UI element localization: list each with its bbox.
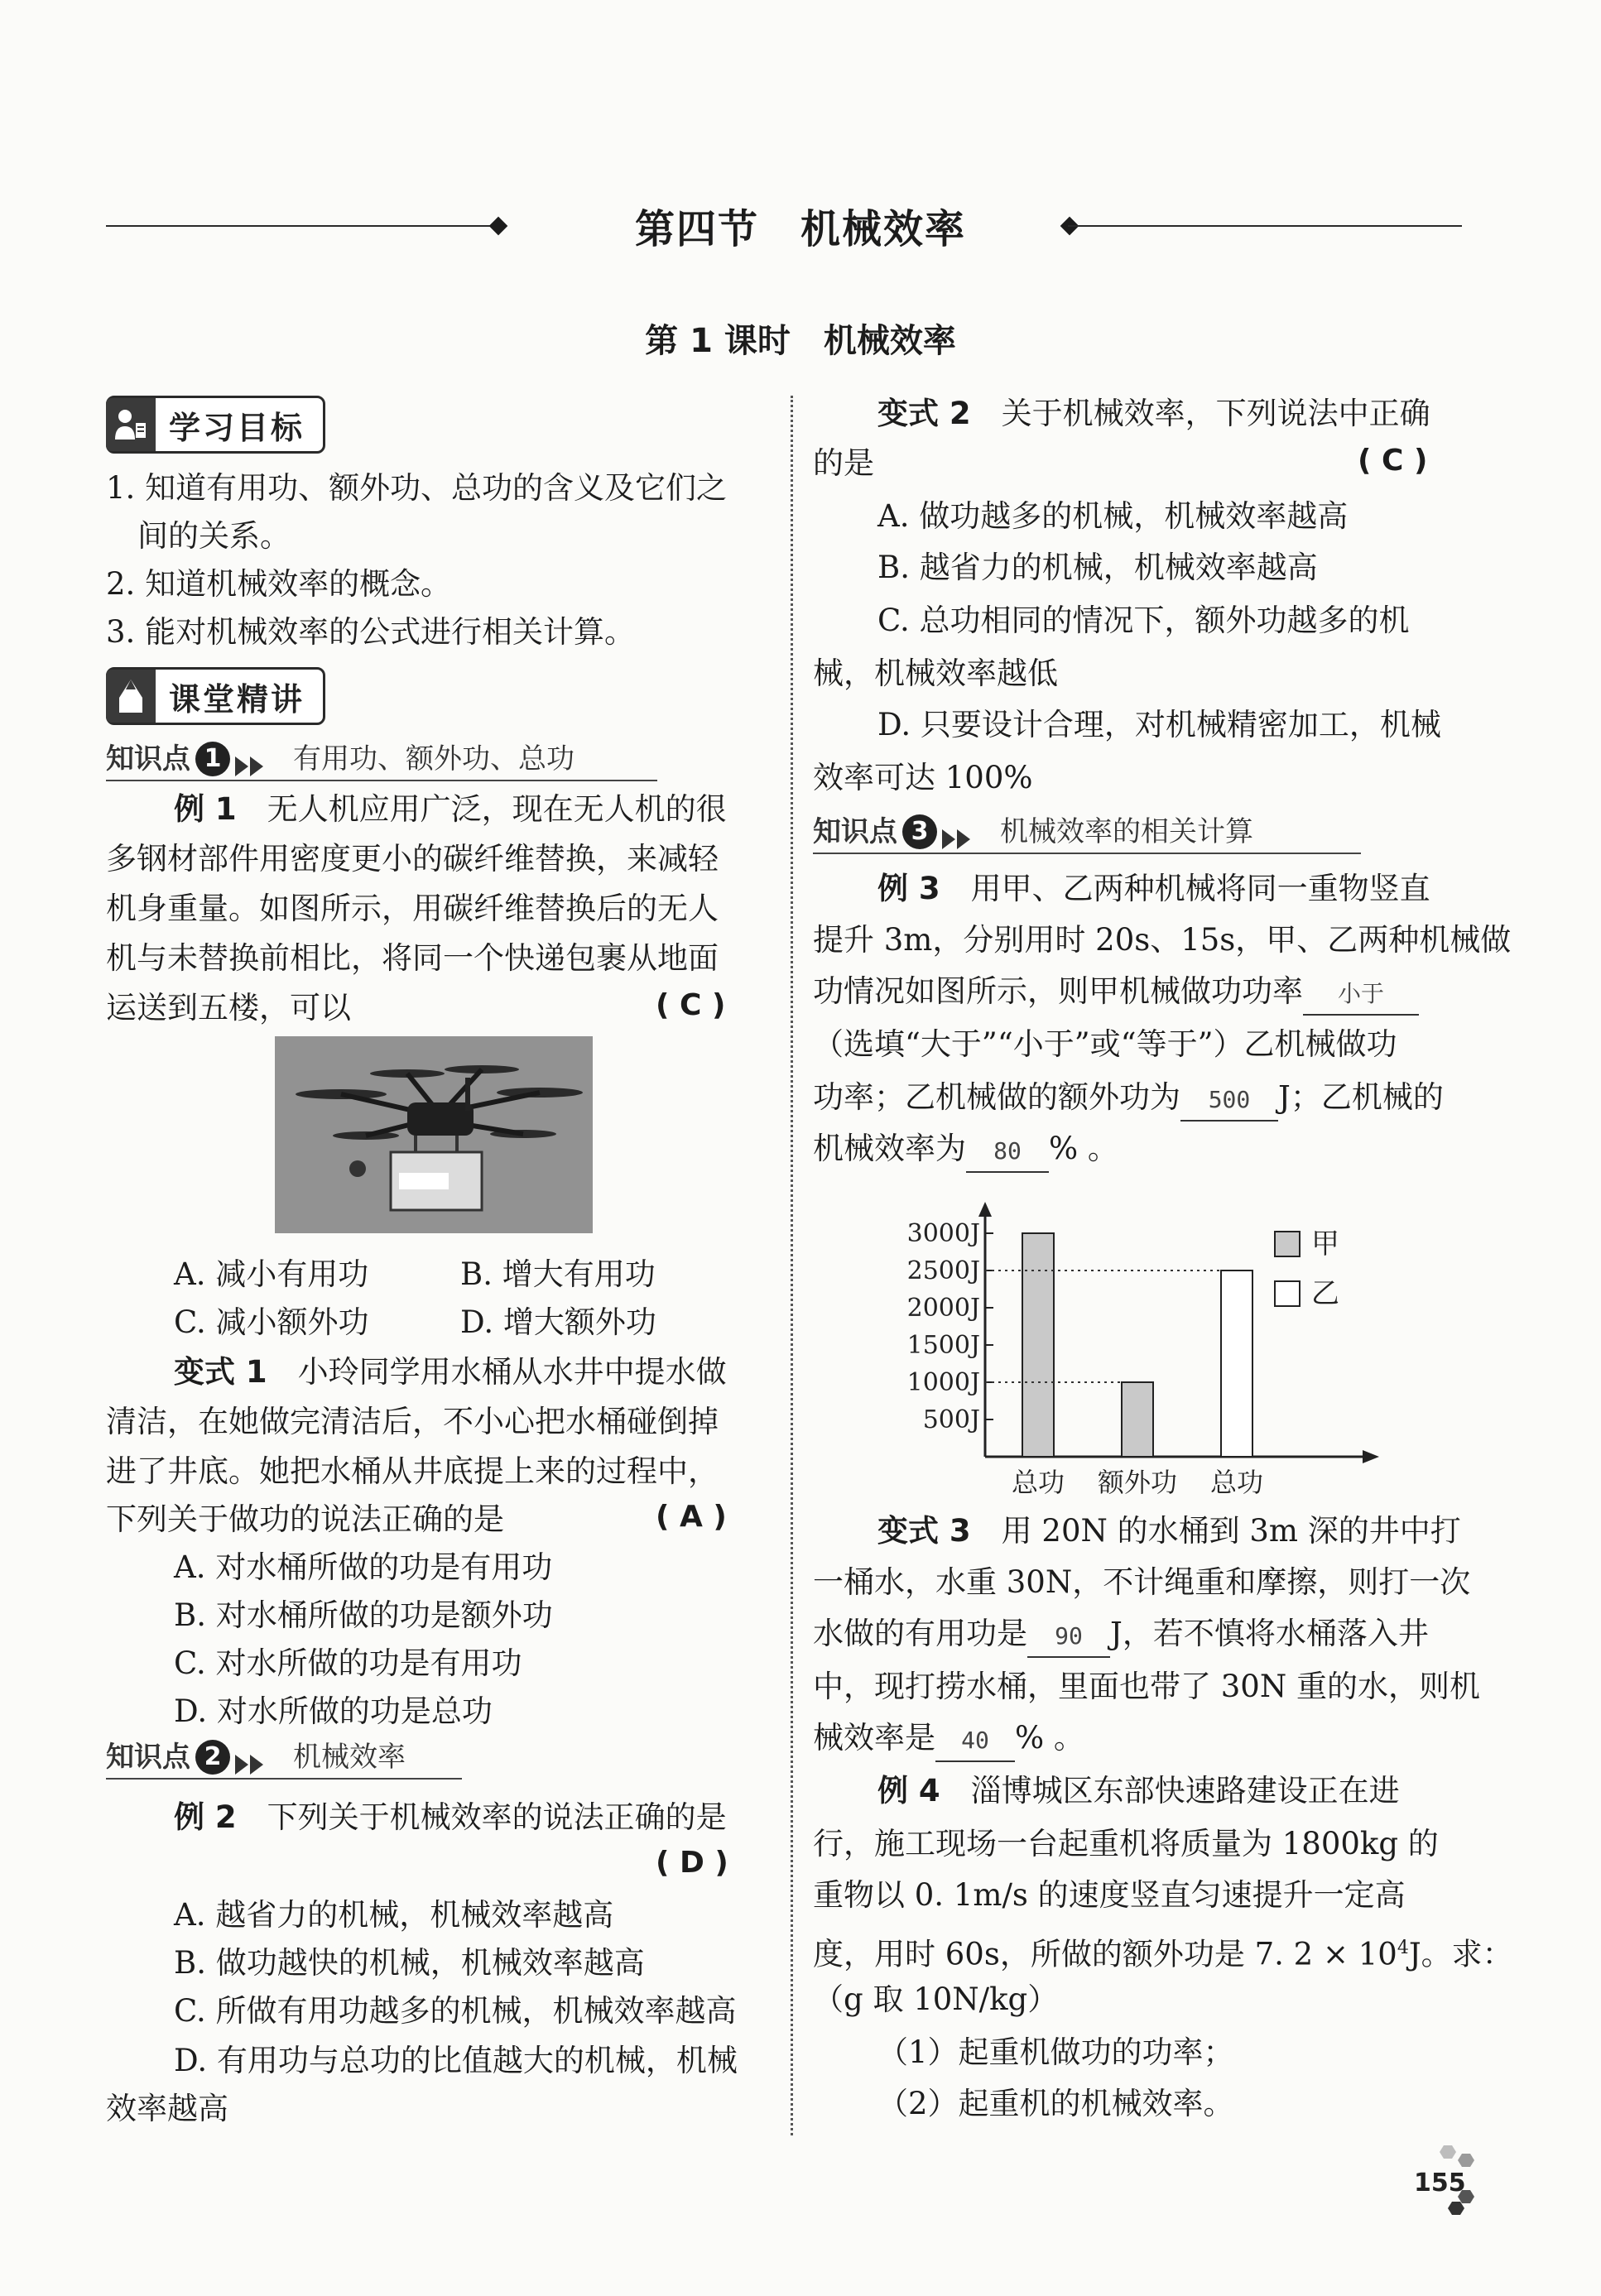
example-1-line-2: 多钢材部件用密度更小的碳纤维替换，来减轻: [106, 841, 719, 877]
example-4-line-4: [813, 1929, 1513, 1974]
example-2-option-a: A. 越省力的机械，机械效率越高: [174, 1897, 614, 1933]
variant-label: 变式 1: [174, 1354, 267, 1390]
goals-badge: [106, 396, 325, 454]
example-4-question-1: （1）起重机做功的功率；: [877, 2034, 1234, 2070]
answer-blank: 40: [935, 1721, 1015, 1762]
variant-1-answer: ( A ): [656, 1500, 727, 1534]
variant-2-option-a: A. 做功越多的机械，机械效率越高: [877, 498, 1349, 534]
exponent: 4: [1397, 1938, 1409, 1958]
arrow-icon: [250, 757, 263, 776]
answer-blank: 小于: [1303, 974, 1419, 1016]
y-tick-label: 3000J: [906, 1219, 980, 1248]
arrow-icon: [235, 1755, 248, 1775]
variant-text: 小玲同学用水桶从水井中提水做: [297, 1354, 727, 1390]
variant-2-answer: ( C ): [1358, 444, 1428, 478]
variant-3-line-4: 中，现打捞水桶，里面也带了 30N 重的水，则机: [813, 1669, 1480, 1704]
example-2-option-d-cont: 效率越高: [106, 2091, 228, 2126]
lesson-title: 第 1 课时 机械效率: [645, 322, 956, 360]
example-2-answer: ( D ): [656, 1846, 728, 1880]
example-1-option-c: C. 减小额外功: [174, 1304, 369, 1340]
example-text: 下列关于机械效率的说法正确的是: [267, 1799, 727, 1835]
example-1-line-1: [174, 790, 727, 829]
example-3-line-2: 提升 3m，分别用时 20s、15s，甲、乙两种机械做: [813, 922, 1512, 958]
x-category-label: 总功: [1011, 1467, 1065, 1498]
knowledge-point-2-header: [106, 1735, 462, 1780]
example-3-line-5: [813, 1078, 1444, 1122]
example-3-line-1: [877, 869, 1430, 909]
answer-blank: 80: [966, 1131, 1049, 1173]
arrow-icon: [957, 829, 970, 849]
variant-2-line-1: [877, 394, 1430, 434]
variant-3-line-1: [877, 1511, 1461, 1551]
example-label: 例 2: [174, 1799, 237, 1835]
x-category-label: 总功: [1209, 1467, 1264, 1498]
goal-line-4: 3. 能对机械效率的公式进行相关计算。: [106, 614, 636, 650]
y-tick-label: 1000J: [906, 1368, 980, 1397]
work-bar-chart: [886, 1194, 1382, 1500]
arrow-icon: [235, 757, 248, 776]
variant-1-line-1: [174, 1352, 727, 1392]
variant-text: 用 20N 的水桶到 3m 深的井中打: [1001, 1513, 1461, 1549]
example-text: J；乙机械的: [1278, 1079, 1444, 1115]
arrow-icon: [942, 829, 955, 849]
kp-label: 知识点: [106, 1741, 190, 1774]
kp-title: 机械效率的相关计算: [1000, 815, 1253, 848]
kp-label: 知识点: [106, 742, 190, 776]
example-1-option-b: B. 增大有用功: [460, 1256, 656, 1292]
variant-2-option-c: C. 总功相同的情况下，额外功越多的机: [877, 603, 1410, 638]
y-axis-arrow: [978, 1202, 992, 1217]
variant-3-line-5: [813, 1718, 1084, 1762]
example-label: 例 1: [174, 791, 237, 827]
legend-swatch-乙: [1275, 1281, 1300, 1306]
page-number: 155: [1414, 2169, 1466, 2198]
lecture-badge: [106, 667, 325, 725]
variant-text: % 。: [1015, 1720, 1084, 1756]
example-4-question-2: （2）起重机的机械效率。: [877, 2086, 1234, 2121]
variant-2-option-c-cont: 械，机械效率越低: [813, 656, 1058, 691]
example-text: % 。: [1049, 1131, 1118, 1166]
variant-2-option-d-cont: 效率可达 100%: [813, 760, 1033, 795]
example-text: 无人机应用广泛，现在无人机的很: [267, 791, 727, 827]
variant-1-line-3: 进了井底。她把水桶从井底提上来的过程中，: [106, 1453, 719, 1489]
goal-line-1: 1. 知道有用功、额外功、总功的含义及它们之: [106, 470, 728, 506]
variant-1-option-a: A. 对水桶所做的功是有用功: [174, 1549, 553, 1585]
kp-number-badge: 1: [195, 742, 230, 776]
example-1-line-4: 机与未替换前相比，将同一个快递包裹从地面: [106, 940, 719, 976]
x-category-label: 额外功: [1097, 1467, 1178, 1498]
variant-text: 关于机械效率，下列说法中正确: [1001, 396, 1430, 431]
lecture-badge-label: 课堂精讲: [169, 680, 305, 718]
person-icon: [106, 398, 156, 451]
bar-乙: [1221, 1270, 1252, 1457]
knowledge-point-1-header: [106, 737, 657, 781]
y-tick-label: 1500J: [906, 1331, 980, 1360]
title-rule-right: [1068, 225, 1462, 227]
x-axis-arrow: [1363, 1450, 1379, 1463]
example-label: 例 3: [877, 871, 940, 906]
example-2-line-1: [174, 1798, 727, 1837]
variant-1-option-d: D. 对水所做的功是总功: [174, 1693, 493, 1729]
example-text: 机械效率为: [813, 1131, 966, 1166]
example-4-line-5: （g 取 10N/kg）: [813, 1981, 1059, 2017]
variant-text: J，若不慎将水桶落入井: [1110, 1616, 1429, 1651]
bar-甲: [1022, 1233, 1054, 1457]
arrow-icon: [250, 1755, 263, 1775]
example-label: 例 4: [877, 1773, 940, 1808]
example-3-line-3: [813, 972, 1419, 1016]
legend-label-乙: 乙: [1311, 1277, 1339, 1310]
variant-label: 变式 3: [877, 1513, 971, 1549]
kp-number-badge: 2: [195, 1740, 230, 1775]
variant-3-line-2: 一桶水，水重 30N，不计绳重和摩擦，则打一次: [813, 1564, 1471, 1600]
answer-blank: 500: [1180, 1080, 1278, 1122]
bar-甲: [1122, 1382, 1153, 1457]
example-4-line-1: [877, 1771, 1400, 1811]
legend-swatch-甲: [1275, 1232, 1300, 1256]
variant-3-line-3: [813, 1614, 1429, 1658]
variant-2-line-2: 的是: [813, 445, 874, 481]
variant-1-line-4: 下列关于做功的说法正确的是: [106, 1501, 504, 1537]
example-2-option-b: B. 做功越快的机械，机械效率越高: [174, 1945, 645, 1981]
kp-title: 机械效率: [293, 1741, 406, 1774]
chapter-title: 第四节 机械效率: [634, 206, 966, 252]
goal-line-3: 2. 知道机械效率的概念。: [106, 566, 452, 602]
example-text: 功率；乙机械做的额外功为: [813, 1079, 1180, 1115]
example-3-line-4: （选填“大于”“小于”或“等于”）乙机械做功: [813, 1026, 1397, 1062]
example-1-answer: ( C ): [656, 988, 726, 1022]
example-2-option-d: D. 有用功与总功的比值越大的机械，机械: [174, 2043, 738, 2078]
example-4-line-2: 行，施工现场一台起重机将质量为 1800kg 的: [813, 1826, 1439, 1861]
variant-1-option-b: B. 对水桶所做的功是额外功: [174, 1597, 553, 1633]
example-text: 用甲、乙两种机械将同一重物竖直: [970, 871, 1430, 906]
kp-number-badge: 3: [902, 814, 937, 849]
example-2-option-c: C. 所做有用功越多的机械，机械效率越高: [174, 1993, 737, 2029]
y-tick-label: 2000J: [906, 1294, 980, 1323]
y-tick-label: 500J: [922, 1405, 980, 1434]
example-1-option-d: D. 增大额外功: [460, 1304, 656, 1340]
example-1-line-3: 机身重量。如图所示，用碳纤维替换后的无人: [106, 891, 719, 926]
legend-label-甲: 甲: [1311, 1227, 1339, 1261]
column-divider: [791, 396, 793, 2135]
goal-line-2: 间的关系。: [137, 518, 291, 554]
variant-1-line-2: 清洁，在她做完清洁后，不小心把水桶碰倒掉: [106, 1404, 719, 1439]
goals-badge-label: 学习目标: [169, 409, 305, 446]
pencil-icon: [106, 670, 156, 723]
kp-label: 知识点: [813, 815, 897, 848]
variant-text: 械效率是: [813, 1720, 935, 1756]
answer-blank: 90: [1027, 1616, 1110, 1658]
variant-1-option-c: C. 对水所做的功是有用功: [174, 1645, 522, 1681]
example-text: 功情况如图所示，则甲机械做功功率: [813, 973, 1303, 1009]
example-1-option-a: A. 减小有用功: [174, 1256, 369, 1292]
example-1-line-5: 运送到五楼，可以: [106, 990, 351, 1026]
variant-2-option-b: B. 越省力的机械，机械效率越高: [877, 550, 1318, 585]
variant-2-option-d: D. 只要设计合理，对机械精密加工，机械: [877, 707, 1441, 742]
example-3-line-6: [813, 1129, 1118, 1173]
knowledge-point-3-header: [813, 809, 1361, 854]
variant-text: 水做的有用功是: [813, 1616, 1027, 1651]
variant-label: 变式 2: [877, 396, 971, 431]
example-text: 度，用时 60s，所做的额外功是 7. 2 × 10: [813, 1936, 1397, 1972]
kp-title: 有用功、额外功、总功: [293, 742, 575, 776]
drone-photo: [275, 1036, 593, 1233]
y-tick-label: 2500J: [906, 1256, 980, 1285]
example-text: 淄博城区东部快速路建设正在进: [970, 1773, 1400, 1808]
example-4-line-3: 重物以 0. 1m/s 的速度竖直匀速提升一定高: [813, 1877, 1406, 1913]
example-text: J。求：: [1408, 1936, 1513, 1972]
